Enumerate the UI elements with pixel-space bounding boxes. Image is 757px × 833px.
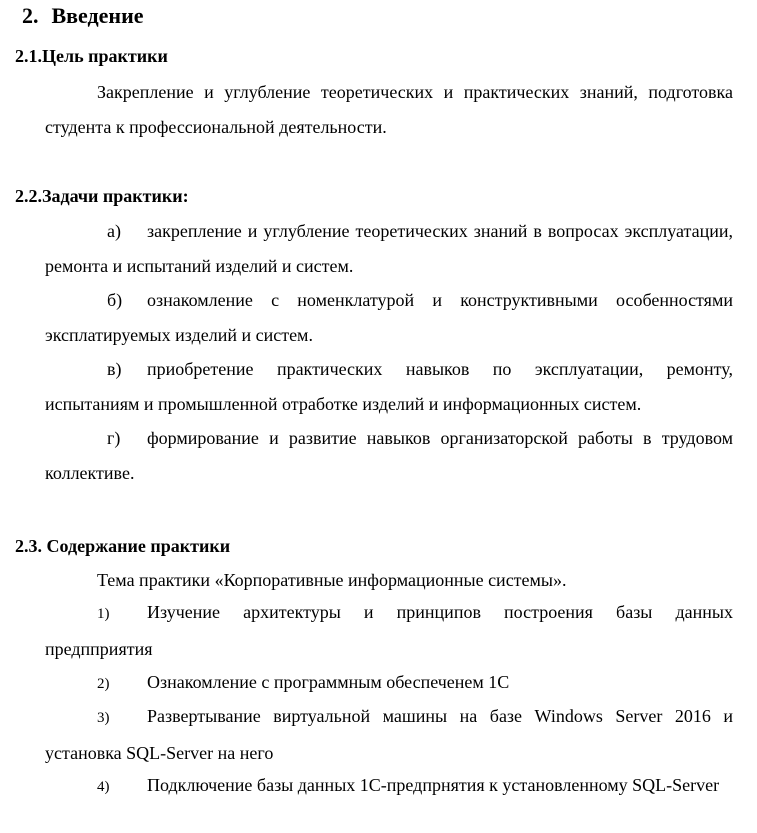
task-label: б) — [107, 290, 123, 310]
task-label: а) — [107, 221, 121, 241]
content-text: Изучение архитектуры и принципов построения базы данных предпприятия — [45, 602, 733, 659]
task-text: формирование и развитие навыков организаторской работы в трудовом коллективе. — [45, 428, 733, 483]
content-item — [45, 699, 733, 770]
task-item — [45, 214, 733, 283]
section-title-text: Введение — [51, 3, 144, 28]
content-text: Подключение базы данных 1С-предпрнятия к установленному SQL-Server — [147, 775, 720, 795]
task-text: закрепление и углубление теоретических знаний в вопросах эксплуатации, ремонта и испытаний изделий и систем. — [45, 221, 733, 276]
content-text: Ознакомление с программным обеспеченем 1С — [147, 672, 510, 692]
content-label: 4) — [97, 779, 110, 795]
content-label: 2) — [97, 676, 110, 692]
task-item — [45, 283, 733, 352]
section-title — [22, 2, 144, 30]
content-topic: Тема практики «Корпоративные информационные системы». — [97, 570, 567, 590]
content-item — [45, 665, 733, 702]
section-number: 2. — [22, 3, 39, 28]
task-item — [45, 421, 733, 490]
content-heading: 2.3. Содержание практики — [15, 536, 231, 556]
content-item — [45, 768, 733, 805]
goal-heading: 2.1.Цель практики — [15, 46, 168, 66]
goal-paragraph: Закрепление и углубление теоретических и практических знаний, подготовка студента к профессиональной деятельности. — [45, 82, 733, 137]
task-text: приобретение практических навыков по эксплуатации, ремонту, испытаниям и промышленной отработке изделий и информационных систем. — [45, 359, 733, 414]
content-item — [45, 595, 733, 666]
task-label: в) — [107, 359, 122, 379]
content-text: Развертывание виртуальной машины на базе Windows Server 2016 и установка SQL-Server на него — [45, 706, 733, 763]
content-label: 3) — [97, 710, 110, 726]
task-label: г) — [107, 428, 121, 448]
task-text: ознакомление с номенклатурой и конструктивными особенностями эксплатируемых изделий и систем. — [45, 290, 733, 345]
tasks-heading: 2.2.Задачи практики: — [15, 186, 189, 206]
task-item — [45, 352, 733, 421]
content-label: 1) — [97, 606, 110, 622]
